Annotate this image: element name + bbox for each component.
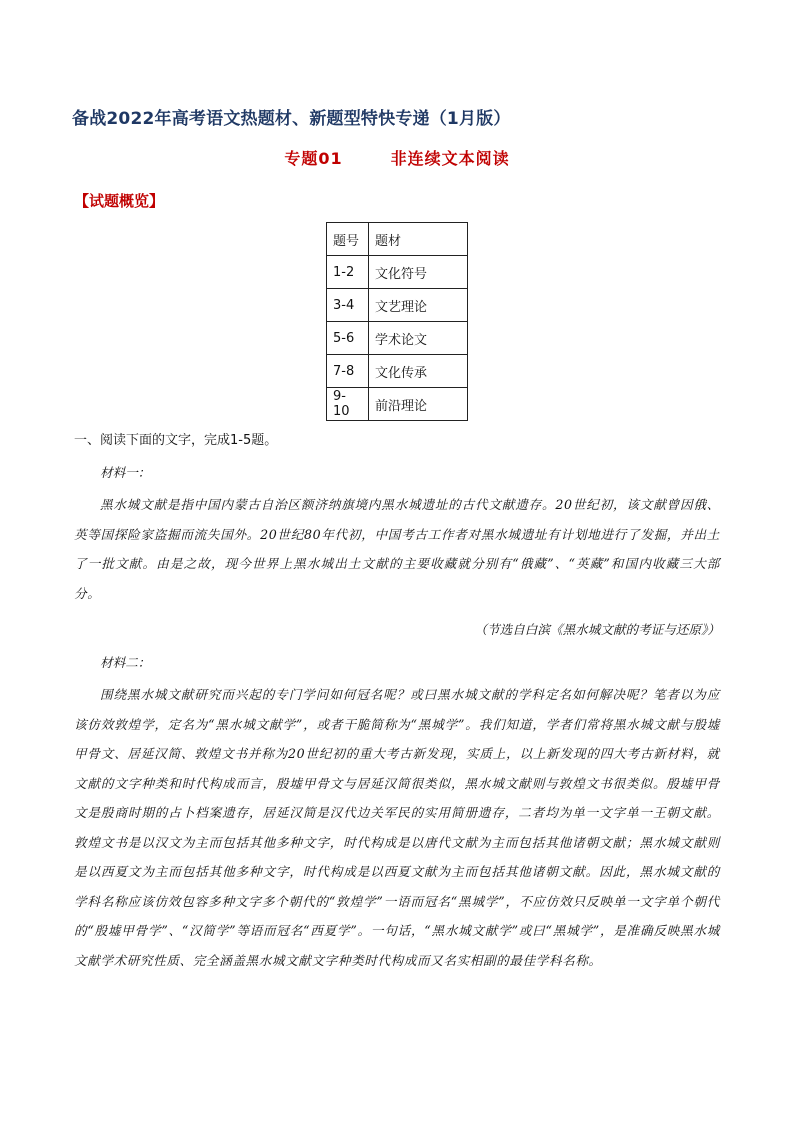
cell-number: 7-8 — [327, 355, 369, 388]
table-row — [327, 289, 468, 322]
material2-body — [74, 680, 720, 975]
table-row — [327, 256, 468, 289]
header-cell-number: 题号 — [327, 223, 369, 256]
table-header-row — [327, 223, 468, 256]
topic-name: 非连续文本阅读 — [390, 149, 510, 168]
cell-theme: 文化传承 — [369, 355, 468, 388]
topic-title — [0, 146, 794, 169]
material2-paragraph: 围绕黑水城文献研究而兴起的专门学问如何冠名呢？或曰黑水城文献的学科定名如何解决呢？笔者以为应该仿效敦煌学，定名为“黑水城文献学”，或者干脆简称为“黑城学”。我们知道，学者们常将黑水城文献与殷墟甲骨文、居延汉简、敦煌文书并称为20世纪初的重大考古新发现，实质上，以上新发现的四大考古新材料，就文献的文字种类和时代构成而言，殷墟甲骨文与居延汉简很类似，黑水城文献则与敦煌文书很类似。殷墟甲骨文是殷商时期的占卜档案遗存，居延汉简是汉代边关军民的实用简册遗存，二者均为单一文字单一王朝文献。敦煌文书是以汉文为主而包括其他多种文字，时代构成是以唐代文献为主而包括其他诸朝文献；黑水城文献则是以西夏文为主而包括其他多种文字，时代构成是以西夏文献为主而包括其他诸朝文献。因此，黑水城文献的学科名称应该仿效包容多种文字多个朝代的“敦煌学”一语而冠名“黑城学”，不应仿效只反映单一文字单个朝代的“殷墟甲骨学”、“汉简学”等语而冠名“西夏学”。一句话，“黑水城文献学”或曰“黑城学”，是准确反映黑水城文献学术研究性质、完全涵盖黑水城文献文字种类时代构成而又名实相副的最佳学科名称。 — [74, 687, 720, 968]
overview-table — [326, 222, 468, 421]
cell-number: 1-2 — [327, 256, 369, 289]
cell-theme: 学术论文 — [369, 322, 468, 355]
overview-heading: 【试题概览】 — [74, 192, 165, 210]
cell-theme: 文化符号 — [369, 256, 468, 289]
material2-label: 材料二： — [100, 655, 151, 670]
material1-paragraph: 黑水城文献是指中国内蒙古自治区额济纳旗境内黑水城遗址的古代文献遗存。20世纪初，该文献曾因俄、英等国探险家盗掘而流失国外。20世纪80年代初，中国考古工作者对黑水城遗址有计划地进行了发掘，并出土了一批文献。由是之故，现今世界上黑水城出土文献的主要收藏就分别有“俄藏”、“英藏”和国内收藏三大部分。 — [74, 497, 720, 601]
cell-number: 5-6 — [327, 322, 369, 355]
material1-label: 材料一： — [100, 465, 151, 480]
question-instruction: 一、阅读下面的文字，完成1-5题。 — [74, 433, 278, 448]
table-row — [327, 322, 468, 355]
cell-number: 3-4 — [327, 289, 369, 322]
main-title: 备战2022年高考语文热题材、新题型特快专递（1月版） — [72, 109, 511, 129]
material1-body — [74, 490, 720, 608]
cell-theme: 前沿理论 — [369, 388, 468, 421]
cell-number: 9-10 — [327, 388, 369, 421]
topic-number: 专题01 — [284, 149, 343, 168]
header-cell-theme: 题材 — [369, 223, 468, 256]
cell-theme: 文艺理论 — [369, 289, 468, 322]
table-row — [327, 388, 468, 421]
table-row — [327, 355, 468, 388]
material1-source: （节选自白滨《黑水城文献的考证与还原》） — [474, 622, 720, 637]
